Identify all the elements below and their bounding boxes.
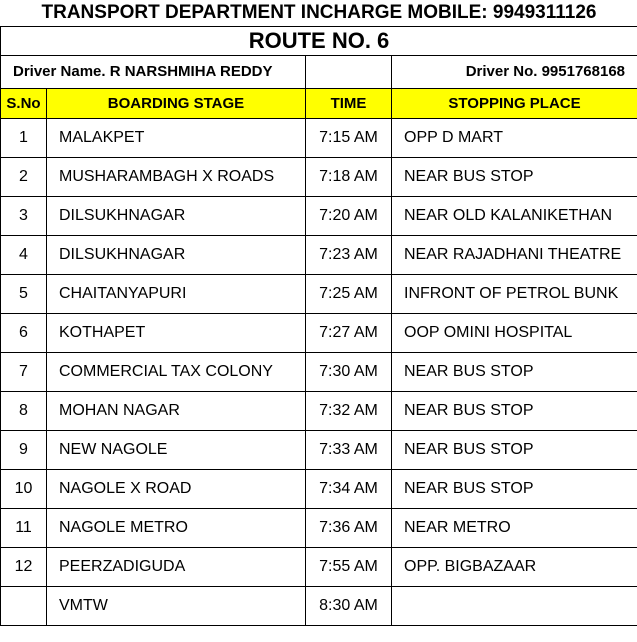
- time-cell: 8:30 AM: [306, 586, 392, 625]
- column-header-row: [1, 88, 637, 118]
- time-cell: 7:27 AM: [306, 313, 392, 352]
- boarding-stage-cell: DILSUKHNAGAR: [47, 196, 306, 235]
- stopping-place-cell: NEAR BUS STOP: [392, 391, 637, 430]
- stopping-place-cell: NEAR OLD KALANIKETHAN: [392, 196, 637, 235]
- boarding-stage-cell: MUSHARAMBAGH X ROADS: [47, 157, 306, 196]
- time-cell: 7:36 AM: [306, 508, 392, 547]
- time-cell: 7:15 AM: [306, 118, 392, 157]
- time-cell: 7:23 AM: [306, 235, 392, 274]
- boarding-stage-cell: NAGOLE METRO: [47, 508, 306, 547]
- table-row: [1, 469, 637, 508]
- table-row: [1, 313, 637, 352]
- time-cell: 7:55 AM: [306, 547, 392, 586]
- stopping-place-cell: NEAR METRO: [392, 508, 637, 547]
- sno-cell: 12: [1, 547, 47, 586]
- sno-cell: [1, 586, 47, 625]
- time-cell: 7:34 AM: [306, 469, 392, 508]
- driver-spacer-cell: [306, 55, 392, 88]
- stopping-place-cell: OOP OMINI HOSPITAL: [392, 313, 637, 352]
- sno-cell: 9: [1, 430, 47, 469]
- time-cell: 7:32 AM: [306, 391, 392, 430]
- boarding-stage-cell: NAGOLE X ROAD: [47, 469, 306, 508]
- table-row: [1, 118, 637, 157]
- sno-cell: 8: [1, 391, 47, 430]
- route-number: ROUTE NO. 6: [1, 26, 637, 55]
- driver-row: [1, 55, 637, 88]
- col-header-time: TIME: [306, 88, 392, 118]
- time-cell: 7:18 AM: [306, 157, 392, 196]
- sno-cell: 10: [1, 469, 47, 508]
- sno-cell: 11: [1, 508, 47, 547]
- sno-cell: 7: [1, 352, 47, 391]
- sno-cell: 6: [1, 313, 47, 352]
- boarding-stage-cell: KOTHAPET: [47, 313, 306, 352]
- boarding-stage-cell: MOHAN NAGAR: [47, 391, 306, 430]
- boarding-stage-cell: PEERZADIGUDA: [47, 547, 306, 586]
- boarding-stage-cell: MALAKPET: [47, 118, 306, 157]
- time-cell: 7:25 AM: [306, 274, 392, 313]
- col-header-boarding-stage: BOARDING STAGE: [47, 88, 306, 118]
- driver-name: Driver Name. R NARSHMIHA REDDY: [1, 55, 306, 88]
- boarding-stage-cell: DILSUKHNAGAR: [47, 235, 306, 274]
- time-cell: 7:20 AM: [306, 196, 392, 235]
- stopping-place-cell: NEAR BUS STOP: [392, 157, 637, 196]
- stopping-place-cell: OPP. BIGBAZAAR: [392, 547, 637, 586]
- boarding-stage-cell: VMTW: [47, 586, 306, 625]
- boarding-stage-cell: CHAITANYAPURI: [47, 274, 306, 313]
- boarding-stage-cell: COMMERCIAL TAX COLONY: [47, 352, 306, 391]
- route-row: [1, 26, 637, 55]
- stopping-place-cell: [392, 586, 637, 625]
- table-row: [1, 508, 637, 547]
- table-row: [1, 391, 637, 430]
- stopping-place-cell: OPP D MART: [392, 118, 637, 157]
- col-header-sno: S.No: [1, 88, 47, 118]
- table-row: [1, 157, 637, 196]
- col-header-stopping-place: STOPPING PLACE: [392, 88, 637, 118]
- stopping-place-cell: NEAR BUS STOP: [392, 430, 637, 469]
- time-cell: 7:30 AM: [306, 352, 392, 391]
- stopping-place-cell: NEAR RAJADHANI THEATRE: [392, 235, 637, 274]
- table-row: [1, 235, 637, 274]
- table-row: [1, 547, 637, 586]
- table-row: [1, 586, 637, 625]
- stopping-place-cell: NEAR BUS STOP: [392, 469, 637, 508]
- table-row: [1, 196, 637, 235]
- stopping-place-cell: INFRONT OF PETROL BUNK: [392, 274, 637, 313]
- time-cell: 7:33 AM: [306, 430, 392, 469]
- table-row: [1, 352, 637, 391]
- driver-number: Driver No. 9951768168: [392, 55, 637, 88]
- table-row: [1, 274, 637, 313]
- table-row: [1, 430, 637, 469]
- sno-cell: 4: [1, 235, 47, 274]
- department-title: TRANSPORT DEPARTMENT INCHARGE MOBILE: 9949311126: [1, 0, 637, 26]
- stopping-place-cell: NEAR BUS STOP: [392, 352, 637, 391]
- sno-cell: 5: [1, 274, 47, 313]
- sno-cell: 3: [1, 196, 47, 235]
- sno-cell: 1: [1, 118, 47, 157]
- sno-cell: 2: [1, 157, 47, 196]
- title-row: [1, 0, 637, 26]
- boarding-stage-cell: NEW NAGOLE: [47, 430, 306, 469]
